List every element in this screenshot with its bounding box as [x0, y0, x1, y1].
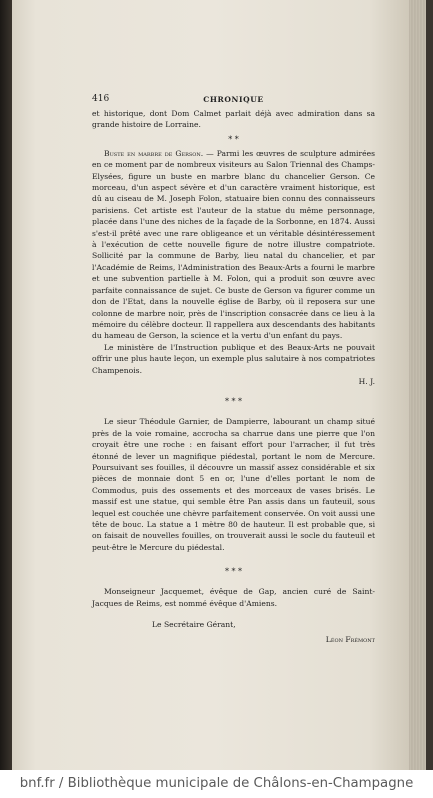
paragraph-jacquemet: Monseigneur Jacquemet, évêque de Gap, ancien curé de Saint-Jacques de Reims, est nommé évêque d'Amiens.: [92, 587, 375, 608]
paragraph-body: — Parmi les œuvres de sculpture admirées en ce moment par de nombreux visiteurs au Salon Triennal des Champs-Elysées, figure un buste en marbre blanc du chancelier Gerson. Ce morceau, d'un aspect sévère et d'un caractère vraiment historique, est dû au ciseau de M. Joseph Folon, statuaire bien connu des connaisseurs parisiens. Cet artiste est l'auteur de la statue du même personnage, placée dans l'une des niches de la façade de la Sorbonne, en 1874. Aussi s'est-il prêté avec une rare obligeance et un véritable désintéressement à l'exécution de cette nouvelle figure de notre illustre compatriote. Sollicité par la commune de Barby, lieu natal du chancelier, et par l'Académie de Reims, l'Administration des Beaux-Arts a fourni le marbre et une subvention partielle à M. Folon, qui a produit son œuvre avec parfaite connaissance de sujet. Ce buste de Gerson va figurer comme un don de l'Etat, dans la nouvelle église de Barby, où il reposera sur une colonne de marbre noir, près de l'inscription consacrée dans ce lieu à la mémoire du célèbre docteur. Il rappellera aux descendants des habitants du hameau de Gerson, la science et la vertu d'un enfant du pays.: [92, 148, 375, 341]
page-number: 416: [92, 94, 110, 104]
paragraph-dampierre: Le sieur Théodule Garnier, de Dampierre, labourant un champ situé près de la voie romaine, accrocha sa charrue dans une pierre que l'on croyait être une roche : en faisant effort pour l'arracher, il fut très étonné de lever un magnifique piédestal, portant le nom de Mercure. Poursuivant ses fouilles, il découvre un massif assez considérable et six pièces de monnaie dont 5 en or, l'une d'elles portant le nom de Commodus, puis des ossements et des morceaux de vases brisés. Le massif est une statue, qui semble être Pan assis dans un fauteuil, sous lequel est couchée une chèvre parfaitement conservée. On voit aussi une tête de bouc. La statue a 1 mètre 80 de hauteur. Il est probable que, si on faisait de nouvelles fouilles, on trouverait aussi le socle du fauteuil et peut-être le Mercure du piédestal.: [92, 417, 375, 552]
paragraph-heading: Buste en marbre de Gerson.: [104, 148, 204, 158]
running-title: CHRONIQUE: [203, 95, 264, 104]
book-edge-shadow: [426, 0, 433, 770]
paragraph-lorraine: et historique, dont Dom Calmet parlait déjà avec admiration dans sa grande histoire de Lorraine.: [92, 109, 375, 130]
book-spine-shadow: [0, 0, 12, 770]
paragraph-gerson: [92, 148, 375, 342]
section-separator: * *: [228, 134, 239, 144]
paragraph-ministry: Le ministère de l'Instruction publique et des Beaux-Arts ne pouvait offrir une plus haute leçon, un exemple plus salutaire à nos compatriotes Champenois.: [92, 342, 375, 375]
signature-initials: H. J.: [358, 376, 375, 386]
section-separator: * * *: [224, 397, 243, 407]
source-attribution: bnf.fr / Bibliothèque municipale de Châlons-en-Champagne: [0, 770, 433, 798]
page-header: [92, 94, 375, 108]
signature-line: [92, 376, 375, 387]
section-separator: * * *: [224, 567, 243, 577]
secretary-title: Le Secrétaire Gérant,: [152, 620, 236, 630]
page-text: [92, 94, 375, 646]
editor-name: Léon Frémont: [325, 635, 375, 645]
